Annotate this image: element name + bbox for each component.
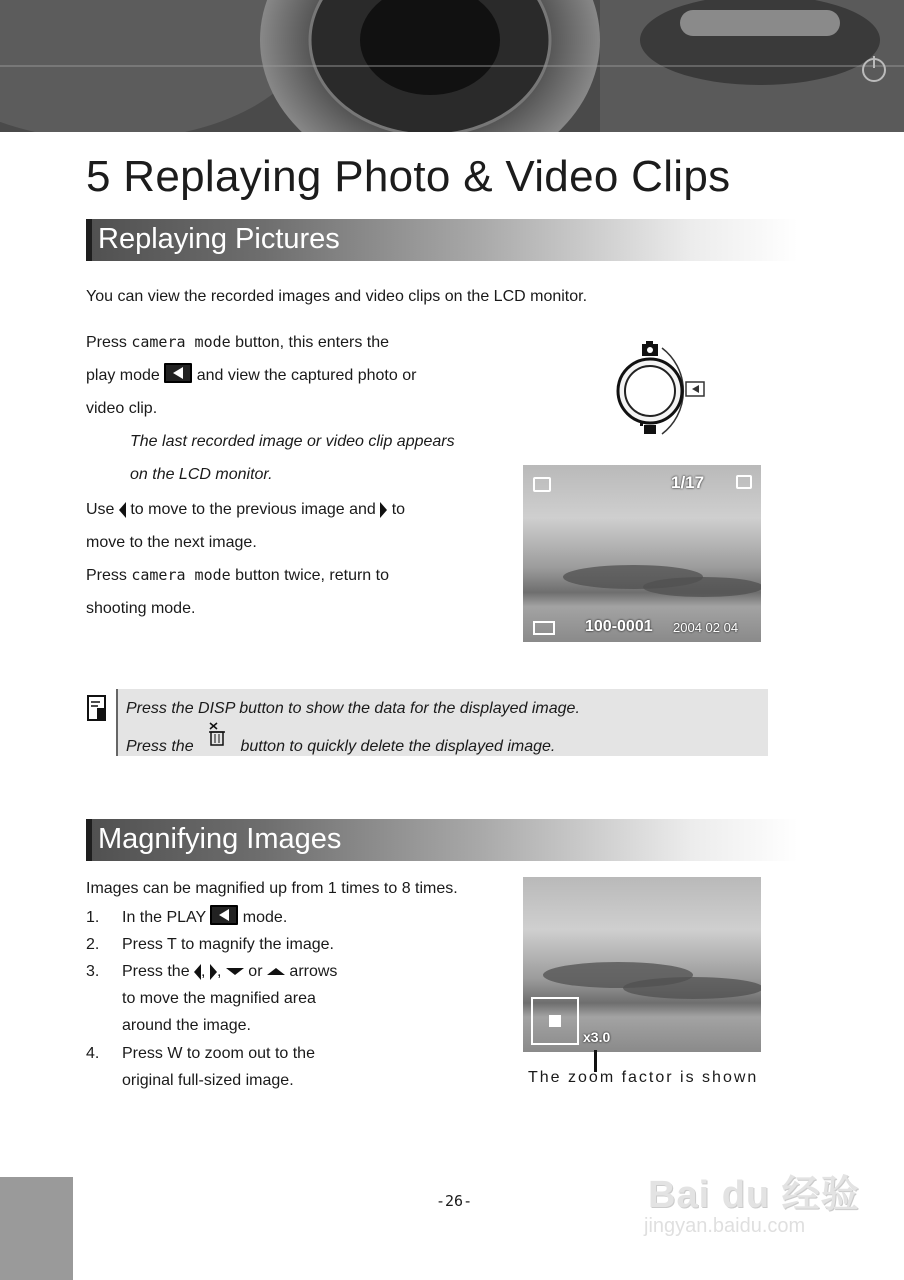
text-fragment: button to quickly delete the displayed image.	[236, 738, 556, 755]
section2-intro: Images can be magnified up from 1 times to 8 times.	[86, 880, 458, 897]
text-fragment: ,	[216, 963, 222, 980]
result-text: on the LCD monitor.	[130, 466, 273, 483]
step-number: 2.	[86, 936, 100, 953]
zoom-navigator-frame	[531, 997, 579, 1045]
text-fragment: Use	[86, 501, 119, 518]
section-heading-label: Magnifying Images	[98, 823, 342, 855]
baidu-watermark-logo	[640, 1145, 870, 1245]
text-fragment: or	[243, 963, 267, 980]
camera-mode-label: camera mode	[131, 566, 231, 584]
zoom-position-marker	[549, 1015, 561, 1027]
text-fragment: mode.	[238, 909, 288, 926]
step-text-continued: to move the magnified area	[122, 990, 316, 1007]
header-banner-image	[0, 0, 904, 132]
watermark-url: jingyan.baidu.com	[644, 1215, 806, 1237]
text-fragment: button, this enters the	[230, 334, 390, 351]
text-fragment: arrows	[284, 963, 338, 980]
text-fragment: In the PLAY	[122, 909, 211, 926]
footer-side-tab	[0, 1177, 73, 1280]
text-fragment: and view the captured photo or	[192, 367, 417, 384]
cloud-shape	[623, 977, 761, 999]
step-text: Press W to zoom out to the	[122, 1045, 315, 1062]
step-text-continued: around the image.	[122, 1017, 251, 1034]
tip-note-box	[116, 689, 768, 756]
page-number: -26-	[436, 1192, 473, 1210]
tip-line: Press the DISP button to show the data for the displayed image.	[126, 700, 580, 717]
magnified-photo	[523, 877, 761, 1052]
step-text: Press T to magnify the image.	[122, 936, 334, 953]
text-line: move to the next image.	[86, 534, 257, 551]
left-arrow-icon	[119, 502, 126, 518]
text-fragment: Press the	[126, 738, 199, 755]
cloud-shape	[643, 577, 761, 597]
text-fragment: ,	[201, 963, 206, 980]
camera-mode-icon	[533, 477, 551, 492]
text-fragment: Press	[86, 334, 132, 351]
capture-date: 2004 02 04	[673, 620, 739, 635]
text-fragment: Press	[86, 567, 132, 584]
text-line	[86, 326, 389, 359]
text-line	[86, 493, 405, 526]
text-fragment: button twice, return to	[230, 567, 389, 584]
zoom-caption: The zoom factor is shown	[528, 1069, 759, 1086]
image-counter: 1/17	[671, 473, 705, 492]
step-text-continued: original full-sized image.	[122, 1072, 294, 1089]
battery-icon	[533, 621, 555, 635]
text-fragment: to move to the previous image and	[125, 501, 381, 518]
heading-accent-bar	[86, 219, 92, 261]
section-heading-replaying	[86, 219, 798, 261]
section1-intro: You can view the recorded images and video clips on the LCD monitor.	[86, 288, 588, 305]
step-number: 4.	[86, 1045, 100, 1062]
text-line: shooting mode.	[86, 600, 196, 617]
step-text	[122, 904, 287, 932]
section-heading-magnifying	[86, 819, 798, 861]
trash-delete-icon	[206, 733, 228, 753]
camera-mode-label: camera mode	[131, 333, 231, 351]
up-arrow-icon	[267, 968, 285, 975]
camera-banner-illustration	[0, 0, 904, 132]
text-line: video clip.	[86, 400, 158, 417]
text-line	[86, 559, 389, 592]
play-mode-icon	[210, 905, 238, 925]
text-fragment: to	[387, 501, 406, 518]
play-mode-icon	[164, 363, 192, 383]
down-arrow-icon	[226, 968, 244, 975]
left-arrow-icon	[194, 964, 201, 980]
result-text: The last recorded image or video clip appears	[130, 433, 455, 450]
step-number: 3.	[86, 963, 100, 980]
zoom-factor-display: x3.0	[583, 1029, 611, 1045]
protect-icon	[736, 475, 752, 489]
tip-line	[126, 733, 555, 756]
watermark-brand: Bai du 经验	[648, 1174, 860, 1216]
text-line	[86, 359, 416, 392]
note-icon	[86, 694, 110, 724]
section-heading-label: Replaying Pictures	[98, 223, 340, 255]
right-arrow-icon	[210, 964, 217, 980]
step-text	[122, 958, 337, 986]
mode-dial-diagram	[600, 338, 720, 443]
file-number: 100-0001	[585, 618, 653, 635]
text-fragment: play mode	[86, 367, 165, 384]
heading-accent-bar	[86, 819, 92, 861]
chapter-title: 5 Replaying Photo & Video Clips	[86, 152, 731, 201]
lcd-playback-photo	[523, 465, 761, 642]
step-number: 1.	[86, 909, 100, 926]
text-fragment: Press the	[122, 963, 195, 980]
